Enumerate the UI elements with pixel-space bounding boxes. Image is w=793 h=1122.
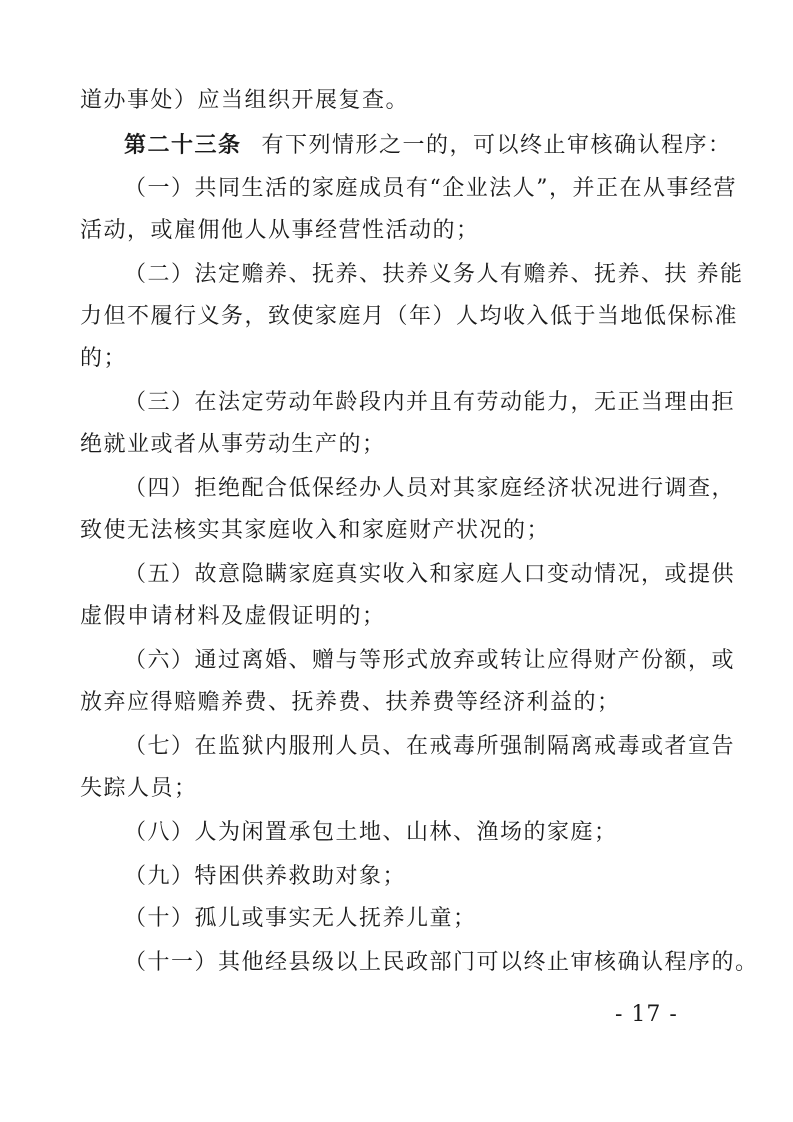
list-item-5: （五）故意隐瞒家庭真实收入和家庭人口变动情况，或提供 bbox=[124, 562, 736, 587]
article-23-line bbox=[124, 130, 744, 161]
list-item-3: （三）在法定劳动年龄段内并且有劳动能力，无正当理由拒 bbox=[124, 390, 736, 415]
article-text: 有下列情形之一的，可以终止审核确认程序： bbox=[261, 133, 732, 158]
list-item-10: （十）孤儿或事实无人抚养儿童； bbox=[124, 906, 477, 931]
text-line: 失踪人员； bbox=[80, 776, 198, 801]
list-item-4: （四）拒绝配合低保经办人员对其家庭经济状况进行调查， bbox=[124, 476, 736, 501]
list-item-8: （八）人为闲置承包土地、山林、渔场的家庭； bbox=[124, 820, 618, 845]
text-line: 力但不履行义务，致使家庭月（年）人均收入低于当地低保标准 bbox=[80, 304, 739, 329]
list-item-2: （二）法定赡养、抚养、扶养义务人有赡养、抚养、扶 养能 bbox=[124, 262, 744, 287]
page-number: - 17 - bbox=[615, 1002, 678, 1027]
list-item-1: （一）共同生活的家庭成员有“企业法人”，并正在从事经营 bbox=[124, 176, 737, 201]
text-line: 虚假申请材料及虚假证明的； bbox=[80, 604, 386, 629]
text-line: 活动，或雇佣他人从事经营性活动的； bbox=[80, 218, 480, 243]
list-item-7: （七）在监狱内服刑人员、在戒毒所强制隔离戒毒或者宣告 bbox=[124, 734, 736, 759]
list-item-6: （六）通过离婚、赠与等形式放弃或转让应得财产份额，或 bbox=[124, 648, 736, 673]
text-line: 道办事处）应当组织开展复查。 bbox=[80, 88, 410, 113]
list-item-9: （九）特困供养救助对象； bbox=[124, 864, 407, 889]
text-line: 致使无法核实其家庭收入和家庭财产状况的； bbox=[80, 518, 551, 543]
text-line: 放弃应得赔赡养费、抚养费、扶养费等经济利益的； bbox=[80, 690, 621, 715]
text-line: 的； bbox=[80, 346, 128, 371]
article-heading: 第二十三条 bbox=[124, 132, 242, 158]
text-line: 绝就业或者从事劳动生产的； bbox=[80, 432, 386, 457]
list-item-11: （十一）其他经县级以上民政部门可以终止审核确认程序的。 bbox=[124, 950, 759, 975]
